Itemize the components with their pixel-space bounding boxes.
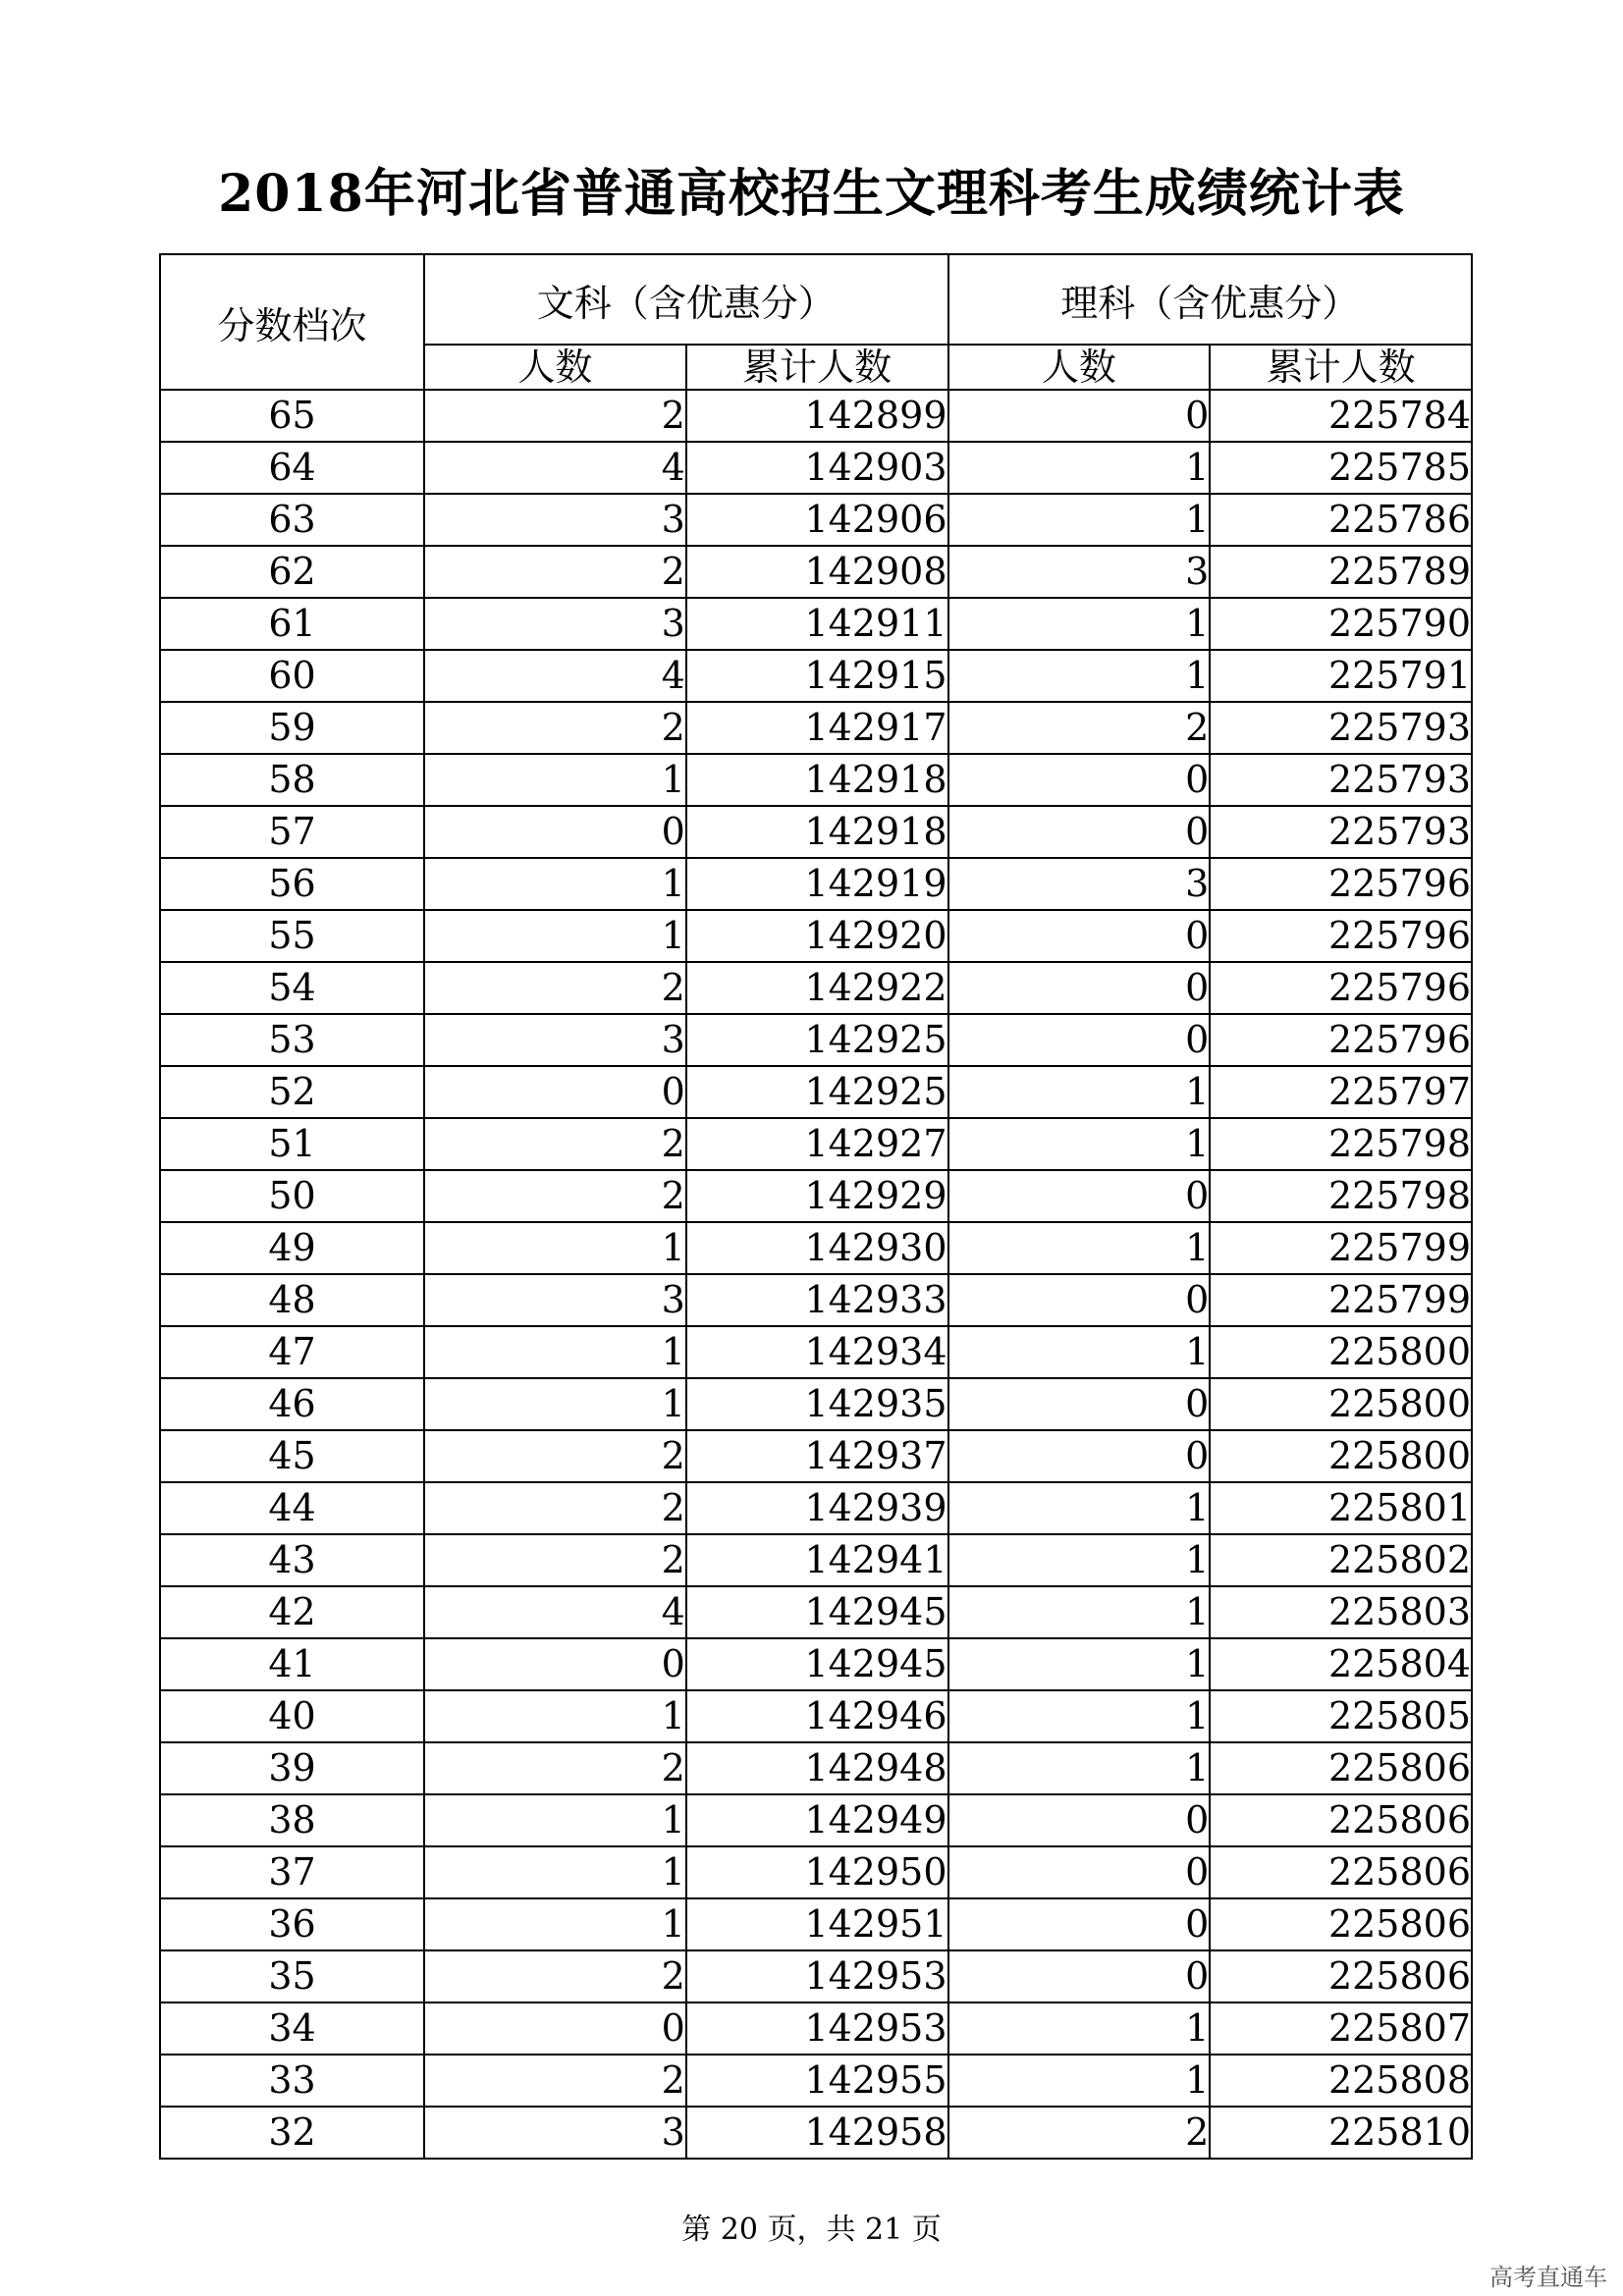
table-row [160,910,1472,962]
header-science: 理科（含优惠分） [948,254,1473,345]
header-liberal-arts-cumulative: 累计人数 [686,345,948,390]
science-cumulative-cell: 225789 [1210,546,1472,598]
liberal-arts-cumulative-cell: 142945 [686,1638,948,1690]
liberal-arts-cumulative-cell: 142951 [686,1898,948,1950]
score-cell: 48 [160,1274,424,1326]
header-science-count: 人数 [948,345,1211,390]
science-count-cell: 1 [948,2002,1211,2055]
header-liberal-arts: 文科（含优惠分） [424,254,948,345]
score-cell: 45 [160,1430,424,1482]
science-count-cell: 0 [948,910,1211,962]
table-row [160,2002,1472,2055]
liberal-arts-count-cell: 0 [424,806,686,858]
science-cumulative-cell: 225786 [1210,494,1472,546]
science-cumulative-cell: 225797 [1210,1066,1472,1118]
liberal-arts-cumulative-cell: 142906 [686,494,948,546]
liberal-arts-count-cell: 3 [424,1014,686,1066]
science-cumulative-cell: 225793 [1210,702,1472,754]
score-cell: 46 [160,1378,424,1430]
liberal-arts-cumulative-cell: 142946 [686,1690,948,1742]
science-count-cell: 0 [948,1014,1211,1066]
liberal-arts-count-cell: 3 [424,1274,686,1326]
science-cumulative-cell: 225804 [1210,1638,1472,1690]
table-row [160,1638,1472,1690]
table-row [160,1794,1472,1846]
science-count-cell: 1 [948,494,1211,546]
score-cell: 34 [160,2002,424,2055]
liberal-arts-cumulative-cell: 142950 [686,1846,948,1898]
science-count-cell: 0 [948,1950,1211,2002]
score-cell: 36 [160,1898,424,1950]
liberal-arts-count-cell: 2 [424,1170,686,1222]
science-count-cell: 1 [948,1534,1211,1586]
table-row [160,1534,1472,1586]
liberal-arts-cumulative-cell: 142918 [686,754,948,806]
table-row [160,1118,1472,1170]
table-row [160,1170,1472,1222]
table-row [160,1482,1472,1534]
table-row [160,1014,1472,1066]
liberal-arts-cumulative-cell: 142922 [686,962,948,1014]
table-row [160,2055,1472,2107]
table-row [160,858,1472,910]
table-row [160,1066,1472,1118]
science-count-cell: 3 [948,546,1211,598]
score-cell: 59 [160,702,424,754]
liberal-arts-count-cell: 2 [424,2055,686,2107]
liberal-arts-cumulative-cell: 142949 [686,1794,948,1846]
science-count-cell: 1 [948,1638,1211,1690]
science-count-cell: 1 [948,598,1211,650]
score-cell: 35 [160,1950,424,2002]
science-cumulative-cell: 225801 [1210,1482,1472,1534]
liberal-arts-count-cell: 4 [424,442,686,494]
score-cell: 57 [160,806,424,858]
science-cumulative-cell: 225800 [1210,1430,1472,1482]
score-cell: 41 [160,1638,424,1690]
science-count-cell: 0 [948,754,1211,806]
science-count-cell: 1 [948,1066,1211,1118]
table-row [160,962,1472,1014]
liberal-arts-count-cell: 2 [424,1482,686,1534]
score-cell: 56 [160,858,424,910]
table-row [160,1222,1472,1274]
liberal-arts-count-cell: 1 [424,1378,686,1430]
score-cell: 58 [160,754,424,806]
liberal-arts-cumulative-cell: 142927 [686,1118,948,1170]
science-count-cell: 1 [948,1326,1211,1378]
table-row [160,1326,1472,1378]
liberal-arts-count-cell: 1 [424,1222,686,1274]
table-row [160,1690,1472,1742]
science-count-cell: 1 [948,2055,1211,2107]
science-cumulative-cell: 225796 [1210,1014,1472,1066]
science-count-cell: 1 [948,1222,1211,1274]
score-cell: 62 [160,546,424,598]
liberal-arts-cumulative-cell: 142925 [686,1014,948,1066]
science-count-cell: 3 [948,858,1211,910]
science-cumulative-cell: 225806 [1210,1950,1472,2002]
page-title: 2018年河北省普通高校招生文理科考生成绩统计表 [218,164,1405,224]
science-cumulative-cell: 225802 [1210,1534,1472,1586]
liberal-arts-cumulative-cell: 142934 [686,1326,948,1378]
liberal-arts-count-cell: 2 [424,1534,686,1586]
score-cell: 52 [160,1066,424,1118]
science-cumulative-cell: 225806 [1210,1846,1472,1898]
watermark: 高考直通车 [1489,2264,1607,2291]
liberal-arts-count-cell: 3 [424,2107,686,2159]
liberal-arts-count-cell: 3 [424,598,686,650]
table-row [160,546,1472,598]
liberal-arts-count-cell: 3 [424,494,686,546]
table-row [160,1898,1472,1950]
score-cell: 50 [160,1170,424,1222]
liberal-arts-count-cell: 2 [424,390,686,442]
liberal-arts-cumulative-cell: 142915 [686,650,948,702]
score-cell: 65 [160,390,424,442]
liberal-arts-count-cell: 1 [424,1690,686,1742]
liberal-arts-count-cell: 0 [424,1638,686,1690]
science-count-cell: 1 [948,1742,1211,1794]
liberal-arts-count-cell: 4 [424,650,686,702]
liberal-arts-count-cell: 0 [424,2002,686,2055]
science-cumulative-cell: 225784 [1210,390,1472,442]
science-count-cell: 0 [948,806,1211,858]
science-cumulative-cell: 225796 [1210,910,1472,962]
liberal-arts-count-cell: 2 [424,962,686,1014]
liberal-arts-count-cell: 2 [424,546,686,598]
science-count-cell: 0 [948,1274,1211,1326]
science-count-cell: 0 [948,1846,1211,1898]
score-cell: 33 [160,2055,424,2107]
score-cell: 38 [160,1794,424,1846]
science-cumulative-cell: 225796 [1210,962,1472,1014]
science-count-cell: 1 [948,1586,1211,1638]
score-cell: 53 [160,1014,424,1066]
liberal-arts-cumulative-cell: 142899 [686,390,948,442]
science-cumulative-cell: 225806 [1210,1794,1472,1846]
header-score-level: 分数档次 [160,254,424,390]
table-row [160,1586,1472,1638]
science-count-cell: 1 [948,1482,1211,1534]
science-count-cell: 0 [948,1898,1211,1950]
liberal-arts-count-cell: 4 [424,1586,686,1638]
liberal-arts-cumulative-cell: 142908 [686,546,948,598]
liberal-arts-count-cell: 1 [424,1794,686,1846]
score-cell: 49 [160,1222,424,1274]
score-cell: 39 [160,1742,424,1794]
score-cell: 54 [160,962,424,1014]
science-count-cell: 1 [948,1690,1211,1742]
science-cumulative-cell: 225810 [1210,2107,1472,2159]
science-count-cell: 0 [948,390,1211,442]
table-row [160,1274,1472,1326]
science-cumulative-cell: 225807 [1210,2002,1472,2055]
liberal-arts-cumulative-cell: 142929 [686,1170,948,1222]
science-cumulative-cell: 225790 [1210,598,1472,650]
liberal-arts-count-cell: 2 [424,1950,686,2002]
table-row [160,598,1472,650]
science-cumulative-cell: 225806 [1210,1742,1472,1794]
science-cumulative-cell: 225800 [1210,1378,1472,1430]
liberal-arts-count-cell: 1 [424,754,686,806]
score-cell: 40 [160,1690,424,1742]
score-cell: 37 [160,1846,424,1898]
science-count-cell: 2 [948,702,1211,754]
score-cell: 60 [160,650,424,702]
table-row [160,754,1472,806]
science-cumulative-cell: 225791 [1210,650,1472,702]
score-cell: 51 [160,1118,424,1170]
liberal-arts-cumulative-cell: 142953 [686,2002,948,2055]
table-row [160,1430,1472,1482]
liberal-arts-cumulative-cell: 142958 [686,2107,948,2159]
liberal-arts-cumulative-cell: 142918 [686,806,948,858]
liberal-arts-cumulative-cell: 142941 [686,1534,948,1586]
table-row [160,2107,1472,2159]
science-count-cell: 0 [948,962,1211,1014]
score-cell: 64 [160,442,424,494]
science-count-cell: 1 [948,650,1211,702]
liberal-arts-count-cell: 0 [424,1066,686,1118]
liberal-arts-count-cell: 1 [424,910,686,962]
science-count-cell: 0 [948,1430,1211,1482]
score-cell: 43 [160,1534,424,1586]
liberal-arts-count-cell: 1 [424,1326,686,1378]
table-body [160,390,1472,2159]
table-row [160,494,1472,546]
liberal-arts-count-cell: 2 [424,702,686,754]
science-cumulative-cell: 225793 [1210,754,1472,806]
liberal-arts-cumulative-cell: 142948 [686,1742,948,1794]
table-row [160,1378,1472,1430]
header-science-cumulative: 累计人数 [1210,345,1472,390]
liberal-arts-cumulative-cell: 142920 [686,910,948,962]
table-row [160,1846,1472,1898]
table-row [160,650,1472,702]
science-cumulative-cell: 225798 [1210,1118,1472,1170]
science-cumulative-cell: 225805 [1210,1690,1472,1742]
liberal-arts-cumulative-cell: 142939 [686,1482,948,1534]
liberal-arts-cumulative-cell: 142937 [686,1430,948,1482]
science-cumulative-cell: 225793 [1210,806,1472,858]
table-row [160,442,1472,494]
table-row [160,1742,1472,1794]
liberal-arts-cumulative-cell: 142955 [686,2055,948,2107]
liberal-arts-cumulative-cell: 142919 [686,858,948,910]
liberal-arts-count-cell: 1 [424,1898,686,1950]
liberal-arts-cumulative-cell: 142925 [686,1066,948,1118]
liberal-arts-count-cell: 1 [424,1846,686,1898]
table-row [160,390,1472,442]
liberal-arts-cumulative-cell: 142903 [686,442,948,494]
score-cell: 42 [160,1586,424,1638]
liberal-arts-count-cell: 2 [424,1118,686,1170]
science-cumulative-cell: 225798 [1210,1170,1472,1222]
science-count-cell: 0 [948,1378,1211,1430]
science-cumulative-cell: 225799 [1210,1222,1472,1274]
score-statistics-table [159,253,1473,2160]
liberal-arts-count-cell: 2 [424,1430,686,1482]
science-cumulative-cell: 225803 [1210,1586,1472,1638]
score-cell: 44 [160,1482,424,1534]
score-cell: 55 [160,910,424,962]
liberal-arts-cumulative-cell: 142945 [686,1586,948,1638]
science-cumulative-cell: 225808 [1210,2055,1472,2107]
liberal-arts-count-cell: 2 [424,1742,686,1794]
science-cumulative-cell: 225799 [1210,1274,1472,1326]
table-row [160,702,1472,754]
score-cell: 47 [160,1326,424,1378]
score-cell: 32 [160,2107,424,2159]
science-count-cell: 0 [948,1794,1211,1846]
table-row [160,806,1472,858]
liberal-arts-cumulative-cell: 142933 [686,1274,948,1326]
liberal-arts-cumulative-cell: 142953 [686,1950,948,2002]
liberal-arts-cumulative-cell: 142935 [686,1378,948,1430]
science-cumulative-cell: 225800 [1210,1326,1472,1378]
science-count-cell: 0 [948,1170,1211,1222]
science-cumulative-cell: 225796 [1210,858,1472,910]
liberal-arts-cumulative-cell: 142911 [686,598,948,650]
header-liberal-arts-count: 人数 [424,345,686,390]
science-count-cell: 2 [948,2107,1211,2159]
science-cumulative-cell: 225785 [1210,442,1472,494]
table-row [160,1950,1472,2002]
page-footer: 第 20 页，共 21 页 [681,2213,942,2247]
science-count-cell: 1 [948,1118,1211,1170]
score-cell: 63 [160,494,424,546]
liberal-arts-cumulative-cell: 142930 [686,1222,948,1274]
science-cumulative-cell: 225806 [1210,1898,1472,1950]
score-cell: 61 [160,598,424,650]
science-count-cell: 1 [948,442,1211,494]
liberal-arts-cumulative-cell: 142917 [686,702,948,754]
liberal-arts-count-cell: 1 [424,858,686,910]
